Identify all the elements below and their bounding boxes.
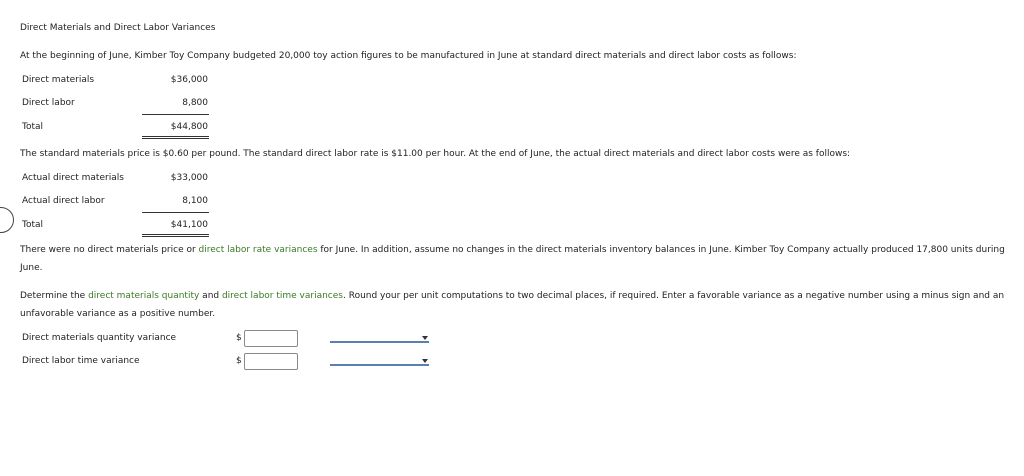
scenario-text-before: There were no direct materials price or xyxy=(20,245,199,255)
intro-text: At the beginning of June, Kimber Toy Company budgeted 20,000 toy action figures to be manufactured in June at standard direct materials and direct labor costs as follows: xyxy=(20,51,797,61)
materials-quantity-variance-input[interactable] xyxy=(244,330,298,347)
chevron-down-icon xyxy=(422,336,428,340)
standard-text: The standard materials price is $0.60 per pound. The standard direct labor rate is $11.00 per hour. At the end of June, the actual direct materials and direct labor costs were as follows: xyxy=(20,149,851,159)
scenario-text xyxy=(20,241,1010,277)
actual-total-rule xyxy=(142,234,209,237)
instructions-part1: Determine the xyxy=(20,291,89,301)
labor-currency-symbol: $ xyxy=(236,356,242,366)
actual-materials-label: Actual direct materials xyxy=(22,173,124,183)
direct-labor-time-variances-link[interactable]: direct labor time variances xyxy=(221,291,343,301)
actual-labor-label: Actual direct labor xyxy=(22,196,105,206)
materials-quantity-variance-select[interactable] xyxy=(330,333,429,343)
budget-labor-label: Direct labor xyxy=(22,98,75,108)
budget-materials-label: Direct materials xyxy=(22,75,95,85)
expand-panel-button[interactable] xyxy=(0,207,14,233)
labor-time-variance-label: Direct labor time variance xyxy=(22,356,140,366)
budget-subtotal-rule xyxy=(142,114,209,115)
labor-time-variance-select[interactable] xyxy=(330,356,429,366)
actual-labor-value: 8,100 xyxy=(182,196,208,206)
budget-total-label: Total xyxy=(22,122,44,132)
scenario-text-after: for June. In addition, assume no changes in the direct materials inventory balances in June. Kimber Toy Company actually produced 17,800 units during June. xyxy=(20,245,1005,273)
actual-materials-value: $33,000 xyxy=(170,173,208,183)
direct-labor-rate-variances-link[interactable]: direct labor rate variances xyxy=(198,245,318,255)
instructions-part3: . Round your per unit computations to two decimal places, if required. Enter a favorable variance as a negative number using a minus sign and an unfavorable variance as a positive number. xyxy=(20,291,1005,319)
materials-quantity-variance-label: Direct materials quantity variance xyxy=(22,333,177,343)
actual-total-label: Total xyxy=(22,220,44,230)
instructions-part2: and xyxy=(199,291,222,301)
budget-total-value: $44,800 xyxy=(170,122,208,132)
budget-materials-value: $36,000 xyxy=(170,75,208,85)
actual-subtotal-rule xyxy=(142,212,209,213)
budget-total-rule xyxy=(142,136,209,139)
instructions-text xyxy=(20,287,1010,323)
page-title: Direct Materials and Direct Labor Variances xyxy=(20,23,216,33)
chevron-down-icon xyxy=(422,359,428,363)
materials-currency-symbol: $ xyxy=(236,333,242,343)
budget-labor-value: 8,800 xyxy=(182,98,208,108)
actual-total-value: $41,100 xyxy=(170,220,208,230)
labor-time-variance-input[interactable] xyxy=(244,353,298,370)
direct-materials-quantity-link[interactable]: direct materials quantity xyxy=(88,291,200,301)
